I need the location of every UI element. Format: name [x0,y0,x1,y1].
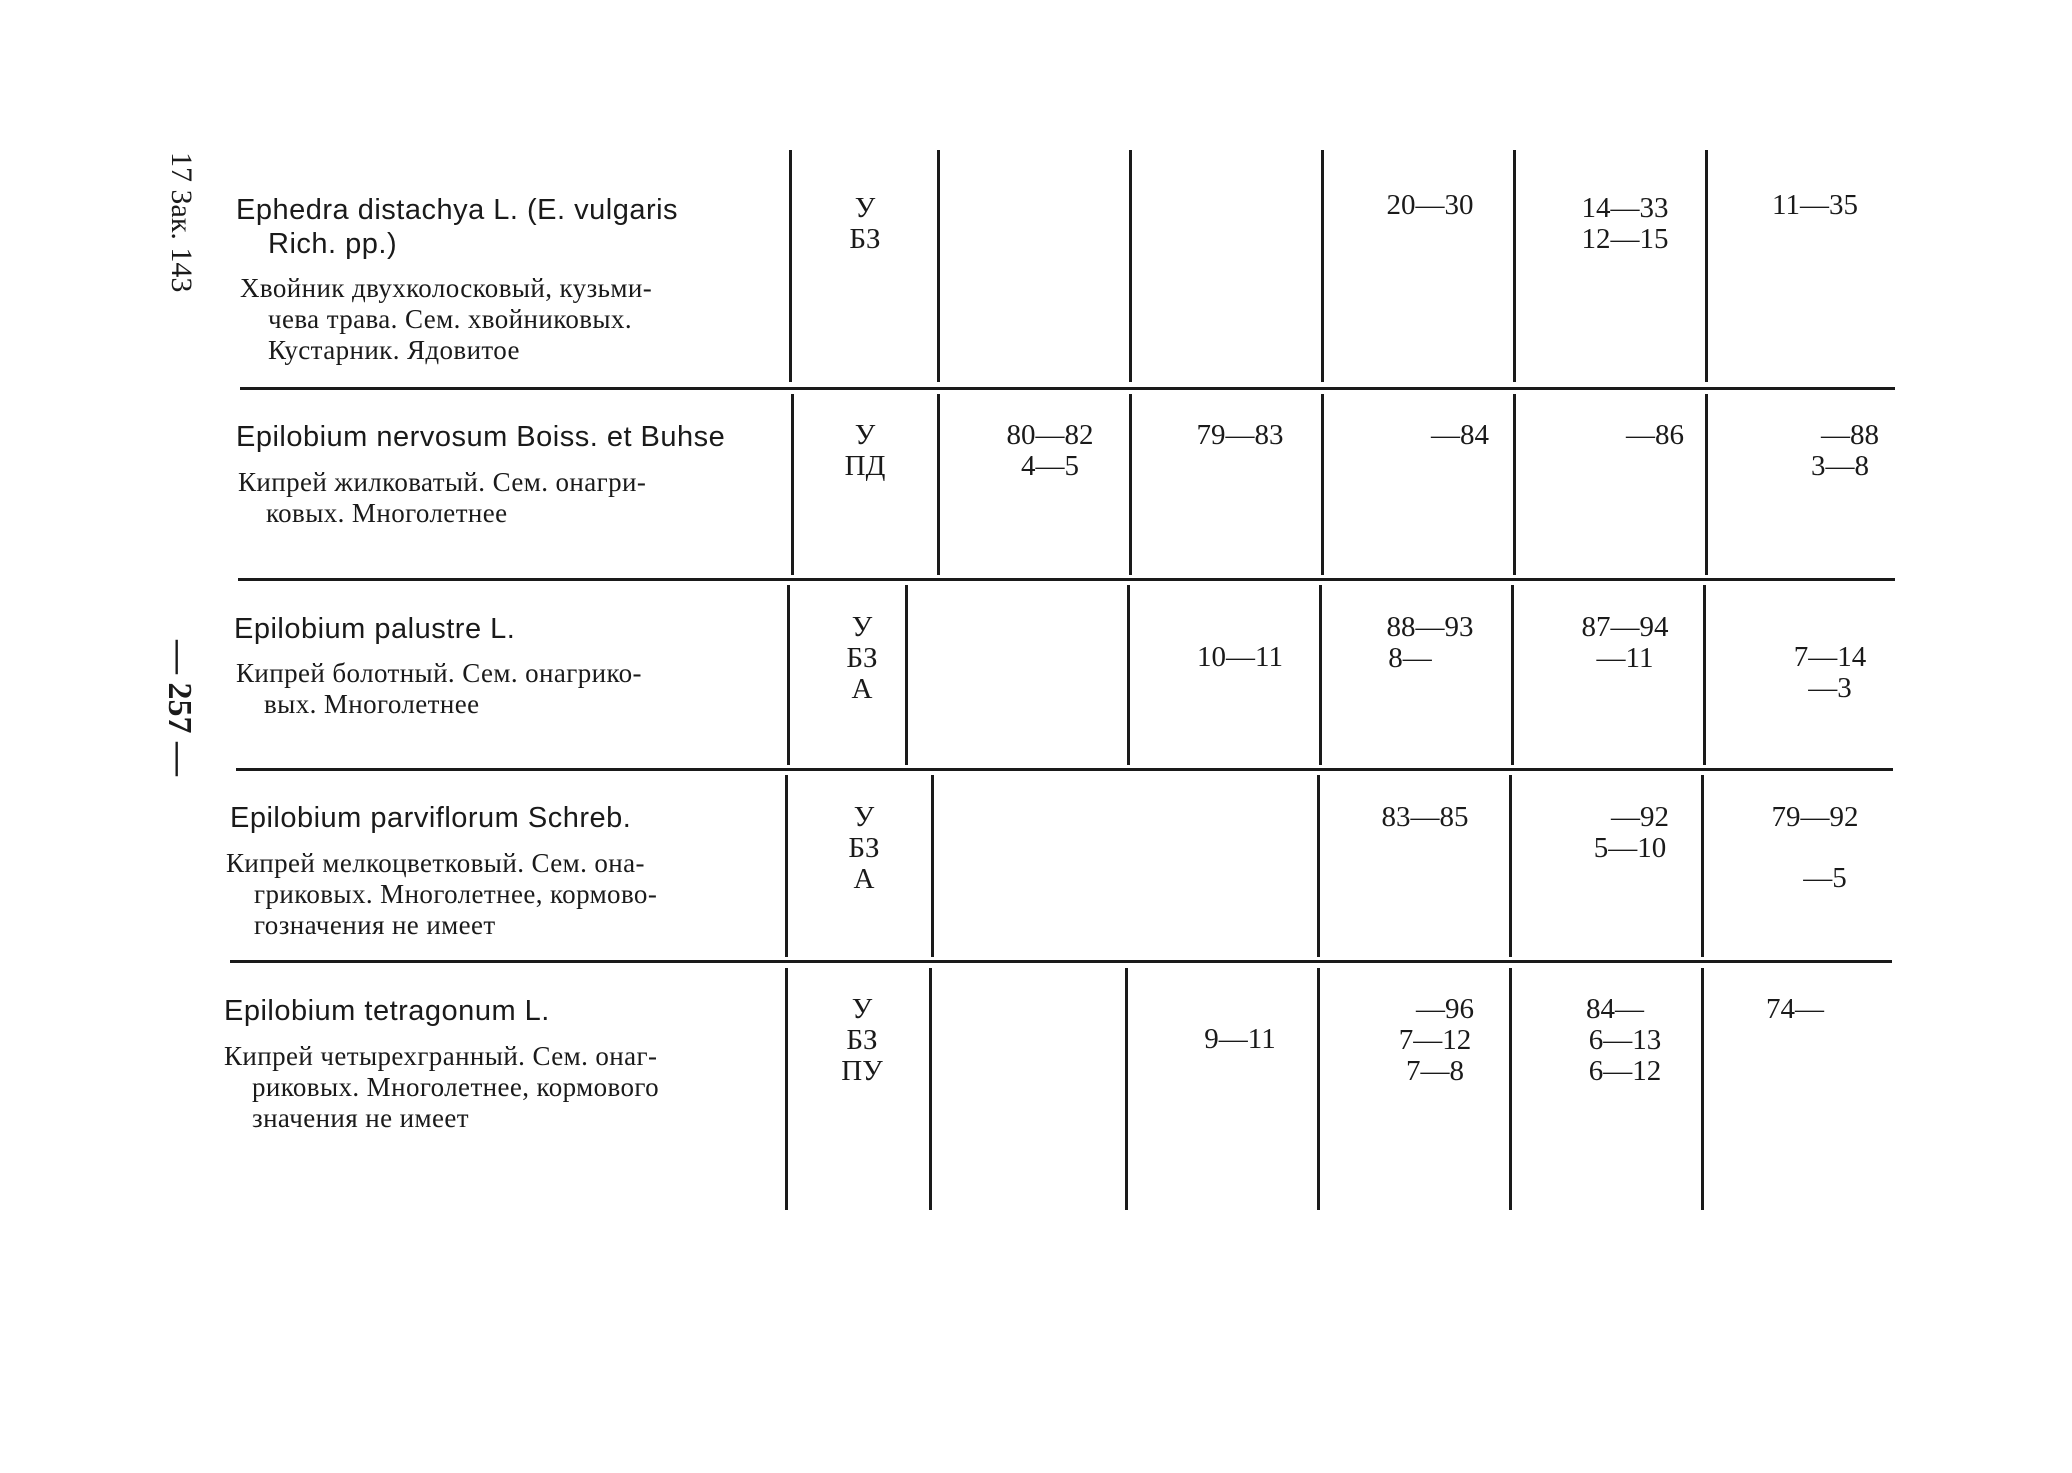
row-divider [240,387,1895,390]
column-rule [1319,585,1322,765]
value-cell: 10—11 [1197,641,1283,673]
column-rule [785,775,788,957]
column-rule [791,394,794,575]
column-rule [1703,585,1706,765]
value-cell: 80—82 4—5 [1006,419,1094,482]
value-cell: —84 [1431,419,1489,451]
code-cell: У ПД [844,419,886,482]
column-rule [1701,775,1704,957]
column-rule [1511,585,1514,765]
column-rule [789,150,792,382]
column-rule [1317,968,1320,1210]
column-rule [1509,775,1512,957]
value-cell: 11—35 [1772,189,1858,221]
row-divider [236,768,1893,771]
column-rule [1127,585,1130,765]
value-cell: —96 7—12 7—8 [1398,993,1474,1087]
species-description: Кипрей четырехгранный. Сем. онаг- риковых. Многолетнее, кормового значения не имеет [224,1041,660,1133]
latin-name-continued: Rich. pp.) [268,228,398,260]
column-rule [1317,775,1320,957]
latin-name: Epilobium parviflorum Schreb. [230,802,632,834]
latin-name: Epilobium tetragonum L. [224,995,550,1027]
latin-name: Epilobium palustre L. [234,613,516,645]
margin-print-label: 17 Зак. 143 [165,152,198,293]
column-rule [1129,150,1132,382]
column-rule [1125,968,1128,1210]
value-cell: 83—85 [1381,801,1469,833]
row-divider [238,578,1895,581]
value-cell: 88—93 8— [1386,611,1474,674]
species-description: Кипрей мелкоцветковый. Сем. она- гриковых. Многолетнее, кормово- гозначения не имеет [226,848,658,940]
column-rule [937,394,940,575]
latin-name: Ephedra distachya L. (E. vulgaris [236,194,679,226]
column-rule [785,968,788,1210]
value-cell: 74— [1766,993,1824,1025]
column-rule [1509,968,1512,1210]
row-divider [230,960,1892,963]
value-cell: 20—30 [1386,189,1474,221]
column-rule [929,968,932,1210]
column-rule [905,585,908,765]
value-cell: 79—83 [1196,419,1284,451]
code-cell: У БЗ А [848,801,880,895]
column-rule [937,150,940,382]
value-cell: 84— 6—13 6—12 [1586,993,1662,1087]
column-rule [1129,394,1132,575]
column-rule [1321,394,1324,575]
column-rule [1513,394,1516,575]
column-rule [1701,968,1704,1210]
value-cell: 7—14 —3 [1793,641,1867,704]
species-description: Кипрей жилковатый. Сем. онагри- ковых. Многолетнее [238,467,647,528]
page-number: — 257 — [161,640,198,776]
code-cell: У БЗ ПУ [841,993,883,1087]
value-cell: —92 5—10 [1593,801,1669,864]
latin-name: Epilobium nervosum Boiss. et Buhse [236,421,726,453]
column-rule [1513,150,1516,382]
column-rule [931,775,934,957]
column-rule [787,585,790,765]
value-cell: 9—11 [1204,1023,1276,1055]
column-rule [1321,150,1324,382]
value-cell: 14—33 12—15 [1581,192,1669,255]
value-cell: —88 3—8 [1811,419,1879,482]
species-description: Кипрей болотный. Сем. онагрико- вых. Многолетнее [236,658,642,719]
value-cell: 79—92 —5 [1771,801,1859,894]
column-rule [1705,394,1708,575]
value-cell: —86 [1626,419,1684,451]
species-description: Хвойник двухколосковый, кузьми- чева трава. Сем. хвойниковых. Кустарник. Ядовитое [240,273,653,365]
value-cell: 87—94 —11 [1581,611,1669,674]
code-cell: У БЗ А [846,611,878,705]
code-cell: У БЗ [849,192,881,255]
column-rule [1705,150,1708,382]
